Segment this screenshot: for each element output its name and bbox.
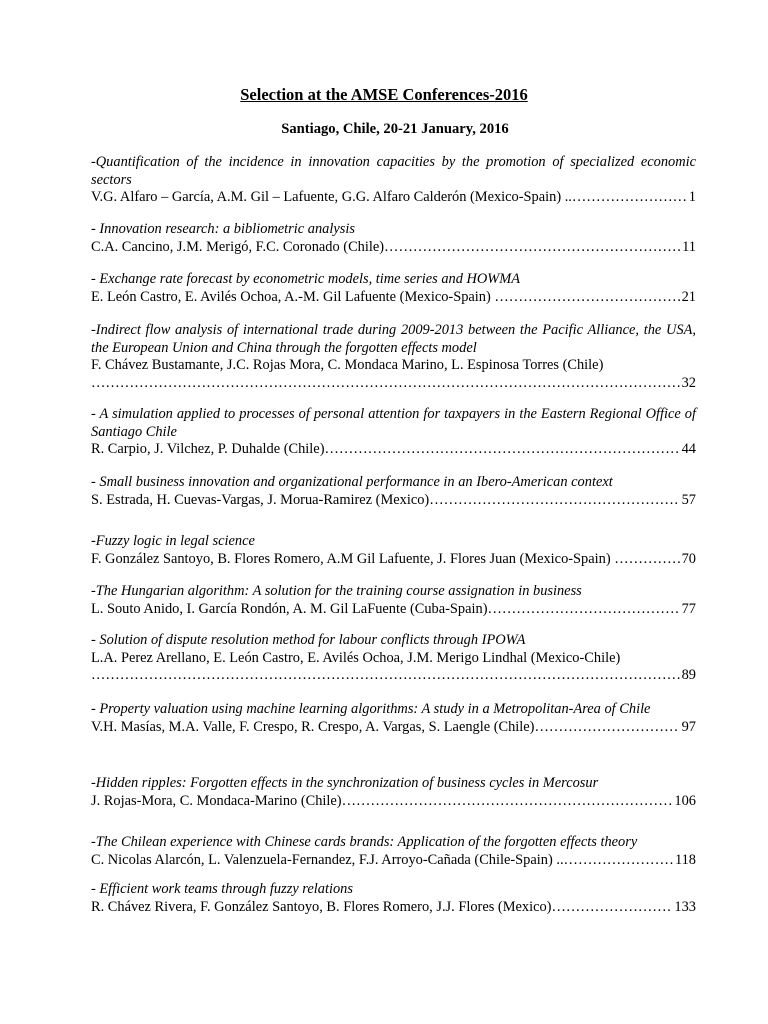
entry-page-number: 32 (681, 374, 696, 391)
entry-title: -Quantification of the incidence in innovation capacities by the promotion of specialized economic sectors (91, 154, 696, 188)
toc-entry (91, 271, 696, 306)
entry-author-line (91, 375, 696, 393)
dot-leader (384, 239, 680, 257)
entry-title: -The Chilean experience with Chinese cards brands: Application of the forgotten effects theory (91, 834, 638, 850)
dot-leader (564, 852, 673, 870)
entry-page-number: 44 (681, 441, 696, 457)
entry-title: -Hidden ripples: Forgotten effects in the synchronization of business cycles in Mercosur (91, 775, 599, 791)
entry-page-number: 89 (681, 667, 696, 683)
toc-entry (91, 834, 696, 869)
entry-page-number: 77 (681, 600, 696, 617)
entry-title: - Innovation research: a bibliometric analysis (91, 221, 355, 237)
dot-leader (429, 492, 679, 510)
dot-leader (534, 719, 679, 737)
entry-title: -Indirect flow analysis of international trade during 2009-2013 between the Pacific Alliance, the USA, the European Union and China through the forgotten effects model (91, 322, 696, 356)
entry-authors: F. González Santoyo, B. Flores Romero, A.M Gil Lafuente, J. Flores Juan (Mexico-Spain) … (91, 550, 629, 567)
entry-author-line (91, 719, 696, 737)
entry-authors: J. Rojas-Mora, C. Mondaca-Marino (Chile) (91, 792, 342, 809)
entry-author-line (91, 551, 696, 569)
entry-authors: V.H. Masías, M.A. Valle, F. Crespo, R. Crespo, A. Vargas, S. Laengle (Chile) (91, 718, 535, 735)
dot-leader (91, 375, 680, 393)
dot-leader (572, 189, 687, 207)
page-subtitle: Santiago, Chile, 20-21 January, 2016 (281, 121, 509, 137)
entry-title: - Exchange rate forecast by econometric models, time series and HOWMA (91, 271, 521, 287)
entry-authors: E. León Castro, E. Avilés Ochoa, A.-M. Gil Lafuente (Mexico-Spain) …… (91, 288, 524, 305)
page-title: Selection at the AMSE Conferences-2016 (240, 85, 528, 104)
entry-author-line (91, 441, 696, 459)
toc-entry (91, 881, 696, 916)
entry-title: - Small business innovation and organizational performance in an Ibero-American context (91, 474, 613, 490)
entry-author-line (91, 793, 696, 811)
entry-author-line (91, 189, 696, 207)
entry-page-number: 70 (681, 550, 696, 567)
entry-author-line (91, 289, 696, 307)
entry-authors: F. Chávez Bustamante, J.C. Rojas Mora, C. Mondaca Marino, L. Espinosa Torres (Chile) (91, 357, 604, 373)
dot-leader (629, 551, 680, 569)
entry-author-line (91, 239, 696, 257)
entry-author-line (91, 899, 696, 917)
toc-entry (91, 775, 696, 810)
entry-page-number: 97 (681, 718, 696, 735)
toc-entry (91, 701, 696, 736)
entry-authors: C.A. Cancino, J.M. Merigó, F.C. Coronado (Chile) (91, 238, 385, 255)
entry-page-number: 21 (681, 288, 696, 305)
dot-leader (342, 793, 673, 811)
toc-entry (91, 632, 696, 685)
entry-title: -The Hungarian algorithm: A solution for the training course assignation in business (91, 583, 582, 599)
entry-author-line (91, 492, 696, 510)
entry-authors: L.A. Perez Arellano, E. León Castro, E. Avilés Ochoa, J.M. Merigo Lindhal (Mexico-Chile) (91, 649, 621, 666)
entry-author-line (91, 667, 696, 685)
toc-entry (91, 406, 696, 459)
entry-page-number: 57 (681, 491, 696, 508)
toc-entry (91, 583, 696, 618)
toc-entry (91, 322, 696, 392)
entry-page-number: 11 (682, 238, 696, 255)
toc-entry (91, 474, 696, 509)
entry-title: - Solution of dispute resolution method for labour conflicts through IPOWA (91, 632, 526, 648)
entry-title: - Efficient work teams through fuzzy relations (91, 881, 353, 897)
toc-entry (91, 533, 696, 568)
entry-authors: R. Carpio, J. Vilchez, P. Duhalde (Chile) (91, 441, 325, 457)
entry-title: -Fuzzy logic in legal science (91, 533, 255, 549)
entry-authors: L. Souto Anido, I. García Rondón, A. M. Gil LaFuente (Cuba-Spain) (91, 600, 488, 617)
dot-leader (91, 667, 680, 685)
dot-leader (324, 441, 679, 459)
dot-leader (488, 601, 680, 619)
entry-page-number: 133 (674, 898, 696, 915)
entry-title: - Property valuation using machine learning algorithms: A study in a Metropolitan-Area of Chile (91, 701, 651, 717)
dot-leader (551, 899, 672, 917)
entry-authors: S. Estrada, H. Cuevas-Vargas, J. Morua-Ramirez (Mexico) (91, 491, 430, 508)
entry-authors: V.G. Alfaro – García, A.M. Gil – Lafuente, G.G. Alfaro Calderón (Mexico-Spain) .. (91, 189, 572, 205)
entry-author-line (91, 601, 696, 619)
entry-page-number: 118 (674, 851, 696, 868)
entry-page-number: 106 (674, 792, 696, 809)
dot-leader (523, 289, 679, 307)
toc-entry (91, 154, 696, 207)
entry-authors: C. Nicolas Alarcón, L. Valenzuela-Fernandez, F.J. Arroyo-Cañada (Chile-Spain) .. (91, 851, 564, 868)
entry-page-number: 1 (688, 189, 696, 205)
toc-entry (91, 221, 696, 256)
entry-title: - A simulation applied to processes of personal attention for taxpayers in the Eastern Regional Office of Santiago Chile (91, 406, 696, 440)
entry-author-line (91, 852, 696, 870)
entry-authors: R. Chávez Rivera, F. González Santoyo, B. Flores Romero, J.J. Flores (Mexico) (91, 898, 552, 915)
